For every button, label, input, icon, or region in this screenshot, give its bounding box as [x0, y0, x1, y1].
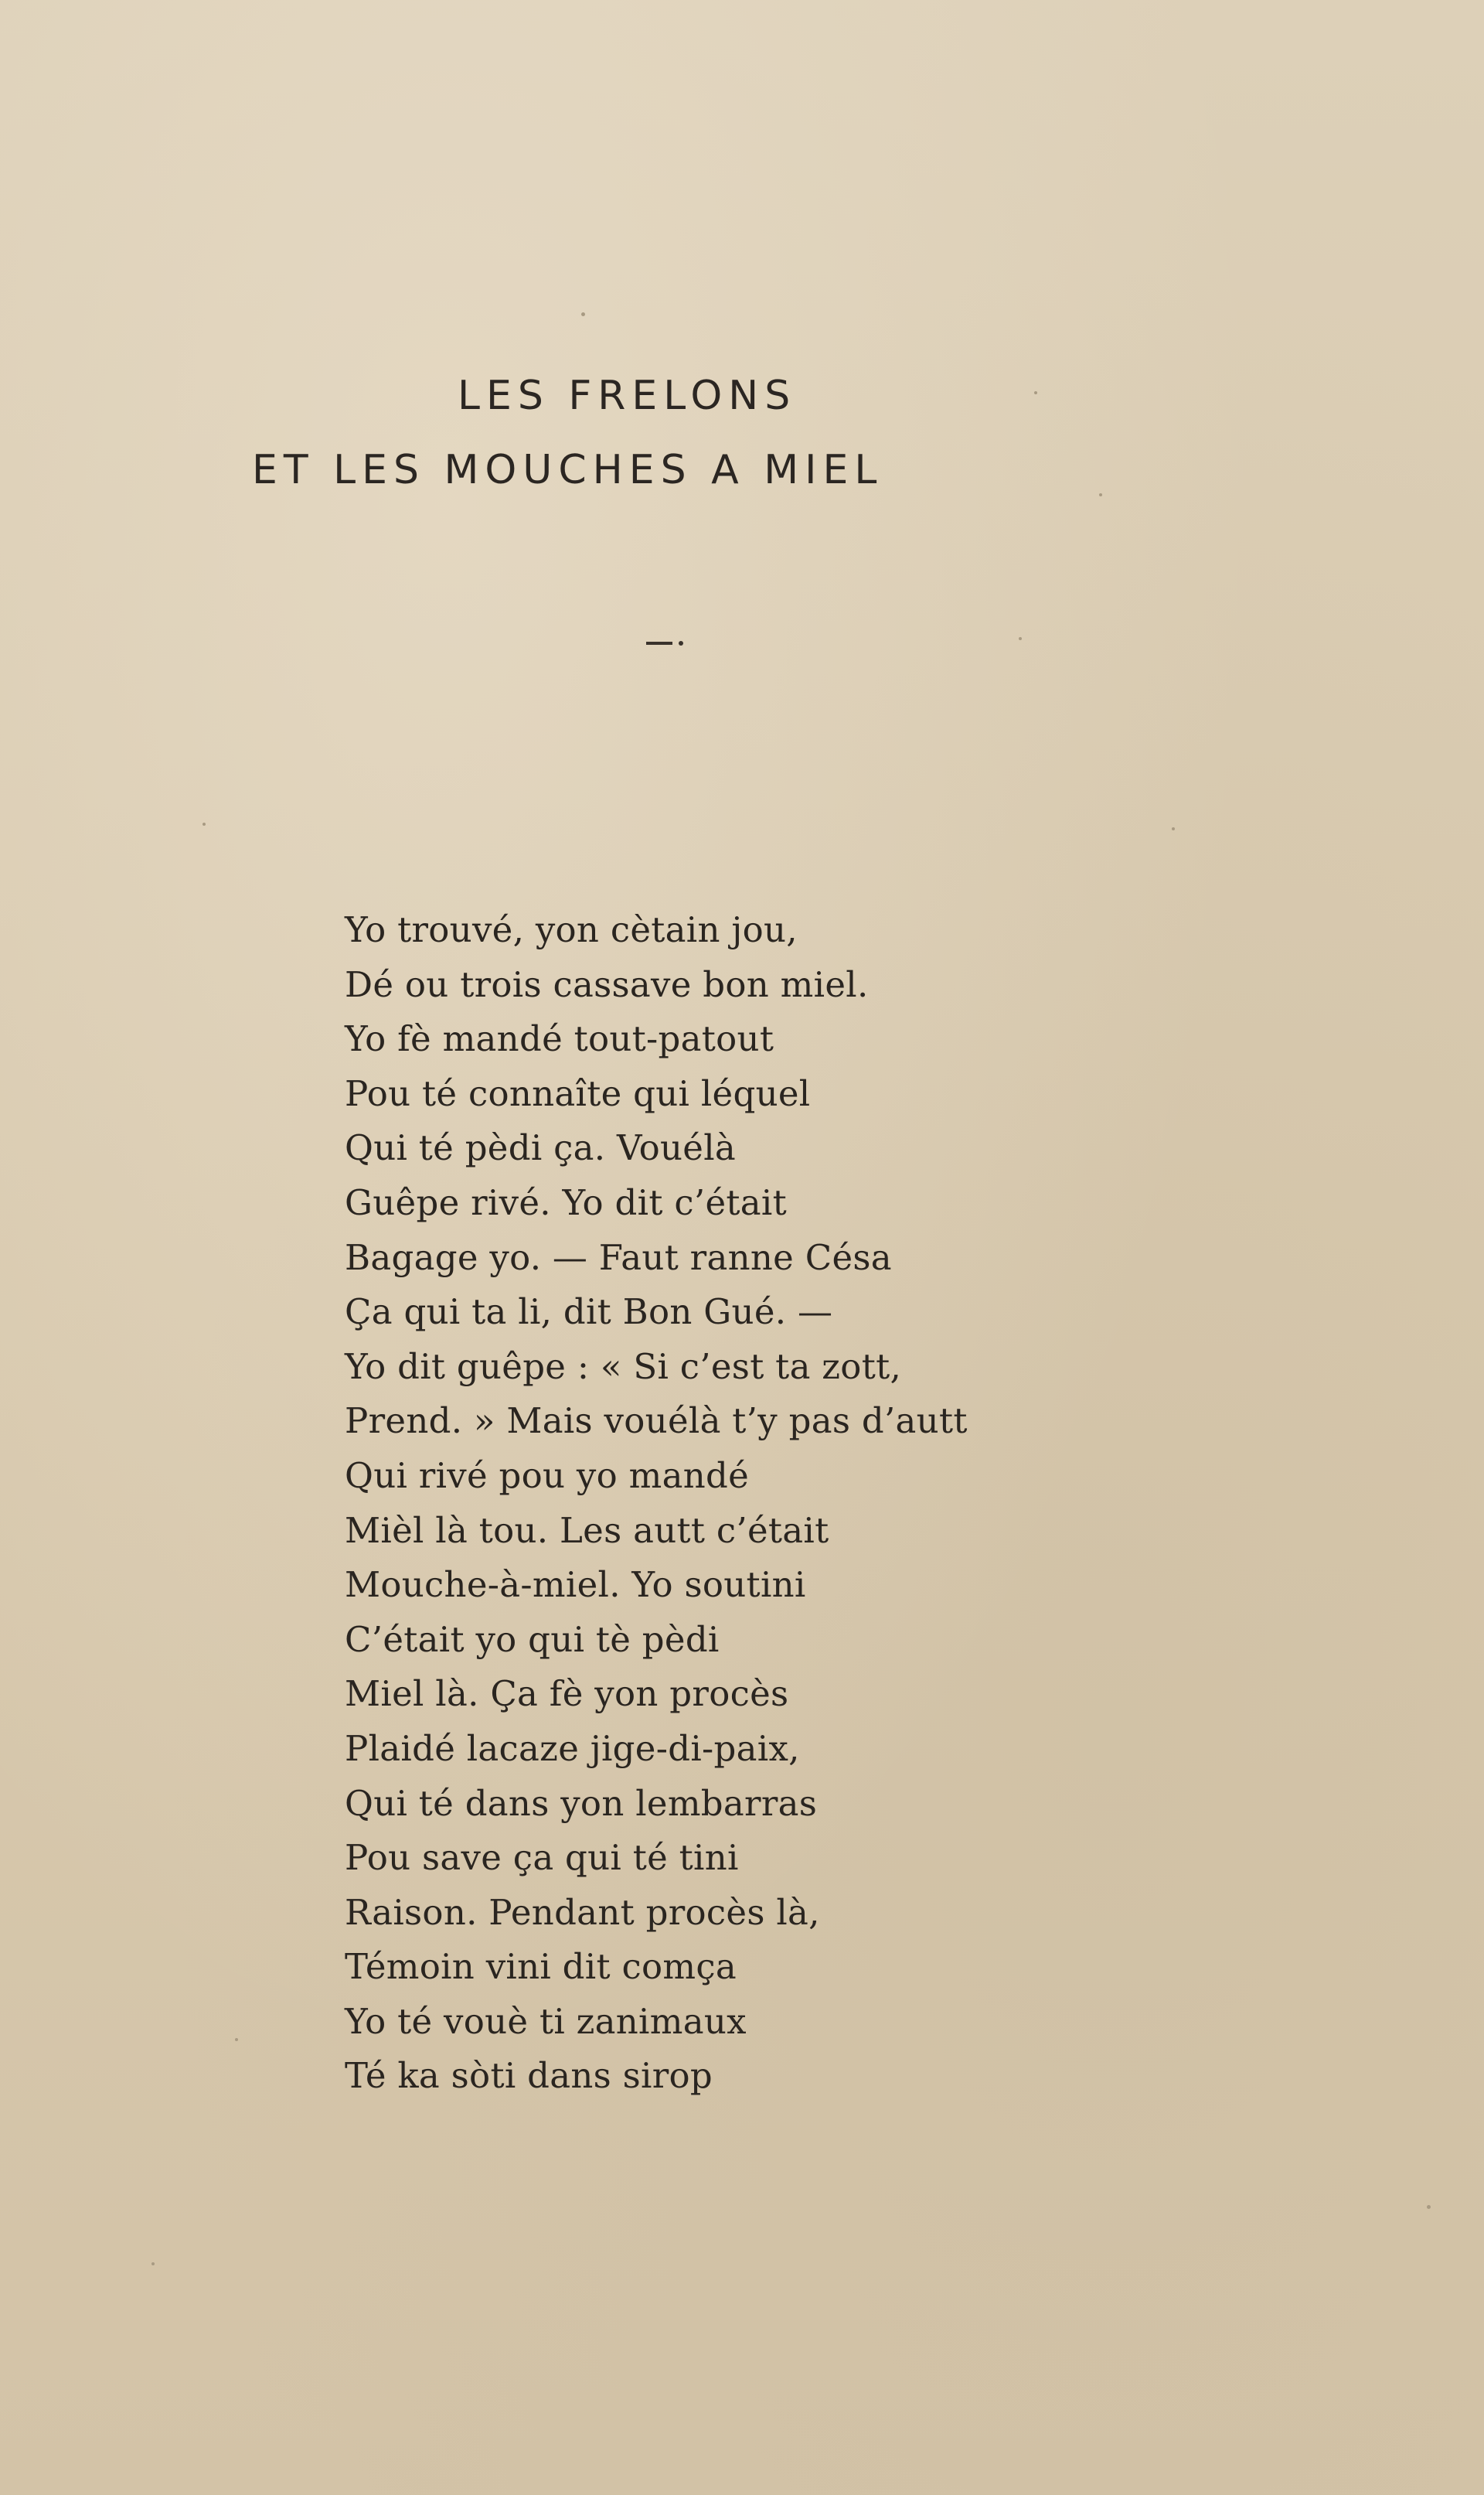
page-title-line-1: LES FRELONS [458, 373, 797, 419]
poem-line: Pou té connaîte qui léquel [345, 1072, 811, 1114]
page-title-line-2: ET LES MOUCHES A MIEL [252, 447, 883, 493]
poem-line: Bagage yo. — Faut ranne Césa [345, 1236, 892, 1278]
title-ornament-dash [646, 642, 672, 645]
poem-line: Qui rivé pou yo mandé [345, 1454, 750, 1496]
poem-line: Mièl là tou. Les autt c’était [345, 1509, 829, 1551]
title-ornament-dot [679, 641, 683, 646]
paper-speck [1034, 391, 1037, 394]
paper-speck [235, 2038, 238, 2041]
paper-speck [1427, 2205, 1431, 2209]
poem-line: Miel là. Ça fè yon procès [345, 1673, 789, 1715]
poem-line: Yo dit guêpe : « Si c’est ta zott, [345, 1345, 902, 1387]
poem-line: Té ka sòti dans sirop [345, 2055, 713, 2097]
poem-line: Qui té dans yon lembarras [345, 1782, 818, 1824]
poem-line: Raison. Pendant procès là, [345, 1891, 820, 1933]
poem-line: Ça qui ta li, dit Bon Gué. — [345, 1291, 833, 1333]
poem-line: Prend. » Mais vouélà t’y pas d’autt [345, 1400, 968, 1442]
poem-line: Dé ou trois cassave bon miel. [345, 963, 869, 1005]
poem-line: Yo fè mandé tout-patout [345, 1018, 774, 1060]
poem-line: Yo té vouè ti zanimaux [345, 2000, 747, 2042]
paper-speck [151, 2262, 155, 2265]
poem-line: Plaidé lacaze jige-di-paix, [345, 1727, 800, 1769]
poem-line: Yo trouvé, yon cètain jou, [345, 909, 798, 950]
poem-text [345, 903, 968, 2104]
paper-speck [203, 823, 206, 826]
paper-speck [1099, 493, 1102, 496]
poem-line: Témoin vini dit comça [345, 1946, 737, 1988]
paper-speck [581, 312, 585, 316]
poem-line: Mouche-à-miel. Yo soutini [345, 1564, 806, 1606]
paper-speck [1019, 637, 1022, 640]
poem-line: Guêpe rivé. Yo dit c’était [345, 1181, 787, 1223]
poem-line: Pou save ça qui té tini [345, 1837, 739, 1879]
poem-line: C’était yo qui tè pèdi [345, 1618, 720, 1660]
paper-speck [1172, 827, 1175, 830]
poem-line: Qui té pèdi ça. Vouélà [345, 1127, 737, 1169]
